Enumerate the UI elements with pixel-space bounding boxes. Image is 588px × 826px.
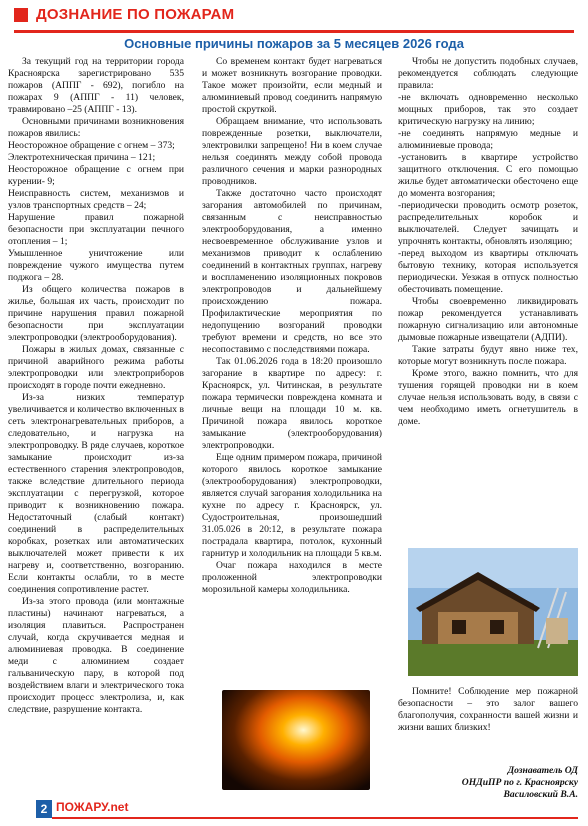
cause-item: Нарушение правил пожарной безопасности при эксплуатации печного отопления – 1; bbox=[8, 212, 184, 247]
paragraph: Из-за этого провода (или монтажные пластины) начинают нагреваться, а изоляция плавиться. Распространен случай, когда скручивается медная и алюминиевая проводка. В соединение меди с алюминием создает гальваническую пару, в которой под воздействием влаги и электрического тока происходит процесс электролиза, и, как следствие, разрушение контакта. bbox=[8, 596, 184, 715]
paragraph: Кроме этого, важно помнить, что для тушения горящей проводки ни в коем случае нельзя использовать воду, в связи с чем необходимо иметь огнетушитель в доме. bbox=[398, 368, 578, 427]
page-number: 2 bbox=[36, 800, 52, 818]
cause-item: Электротехническая причина – 121; bbox=[8, 152, 156, 163]
section-title: ДОЗНАНИЕ ПО ПОЖАРАМ bbox=[36, 6, 235, 23]
paragraph: Основными причинами возникновения пожаров явились: bbox=[8, 116, 184, 139]
paragraph: Чтобы не допустить подобных случаев, рекомендуется соблюдать следующие правила: bbox=[398, 56, 578, 91]
article-column-1 bbox=[8, 56, 184, 716]
paragraph: Еще одним примером пожара, причиной которого явилось короткое замыкание (электрооборудования) электропроводки, является случай загорания холодильника на кухне по адресу г. Красноярск, ул. Судостроительная, произошедший 31.05.026 в 20:12, в результате пожара пострадала квартира, потолок, кухонный гарнитур и холодильник на площади 5 кв.м. bbox=[202, 452, 382, 559]
cause-item: Неосторожное обращение с огнем – 373; bbox=[8, 140, 175, 151]
burning-wire-photo bbox=[222, 690, 370, 790]
rule-item: -периодически проводить осмотр розеток, распределительных коробок и выключателей. Следует зачищать и упрочнять контакты, обновлять изоляцию; bbox=[398, 200, 578, 247]
paragraph: Так 01.06.2026 года в 18:20 произошло загорание в квартире по адресу: г. Красноярск, ул. Читинская, в результате пожара термически повреждена комната и личные вещи на площади 10 м. кв. Причиной пожара явилось короткое замыкание (электрооборудования) электропроводки. bbox=[202, 356, 382, 451]
paragraph: Чтобы своевременно ликвидировать пожар рекомендуется устанавливать пожарную сигнализацию или автономные дымовые пожарные извещатели (АДПИ). bbox=[398, 296, 578, 343]
section-marker-icon bbox=[14, 8, 28, 22]
signature-block bbox=[402, 765, 578, 801]
cause-item: Умышленное уничтожение или повреждение чужого имущества путем поджога – 28. bbox=[8, 248, 184, 283]
paragraph: Очаг пожара находился в месте проложенной электропроводки морозильной камеры холодильника. bbox=[202, 560, 382, 595]
rule-item: -не соединять напрямую медные и алюминиевые провода; bbox=[398, 128, 578, 151]
paragraph: Также достаточно часто происходят загорания автомобилей по причинам, связанным с неисправностью электрооборудования, а именно несвоевременное обслуживание узлов и механизмов приводит к ослаблению соединений в контактных группах, нагреву и воспламенению изоляционных покровов электропроводов и дальнейшему происхождению пожара. Профилактические мероприятия по недопущению возгораний проводки требуют времени и средств, но все это несопоставимо с последствиями пожара. bbox=[202, 188, 382, 355]
paragraph: За текущий год на территории города Красноярска зарегистрировано 535 пожаров (АППГ - 692), погибло на пожарах 9 (АППГ - 11) человек, травмировано –25 (АППГ - 13). bbox=[8, 56, 184, 115]
brand-logo: ПОЖАРУ.net bbox=[56, 800, 129, 814]
section-header bbox=[14, 6, 574, 33]
rule-item: -не включать одновременно несколько мощных приборов, так это создает критическую нагрузку на линию; bbox=[398, 92, 578, 127]
article-column-3 bbox=[398, 56, 578, 428]
signature-line-2: ОНДиПР по г. Красноярску bbox=[461, 777, 578, 788]
reminder-block bbox=[398, 686, 578, 734]
article-title: Основные причины пожаров за 5 месяцев 2026 года bbox=[124, 36, 464, 51]
reminder-text: Помните! Соблюдение мер пожарной безопасности – это залог вашего благополучия, сохранности вашей жизни и жизни ваших близких! bbox=[398, 686, 578, 733]
signature-line-3: Василовский В.А. bbox=[503, 789, 578, 800]
paragraph: Такие затраты будут явно ниже тех, которые могут возникнуть после пожара. bbox=[398, 344, 578, 367]
cause-item: Неисправность систем, механизмов и узлов транспортных средств – 24; bbox=[8, 188, 184, 211]
footer-divider bbox=[52, 817, 578, 819]
paragraph: Пожары в жилых домах, связанные с причиной аварийного режима работы электропроводки или электроприборов происходят в городе почти ежедневно. bbox=[8, 344, 184, 391]
paragraph: Из-за низких температур увеличивается и количество включенных в сеть электронагревательных приборов, а следовательно, и нагрузка на электропроводку. В ряде случаев, короткое замыкание происходит из-за естественного старения электропроводов, также вследствие длительного периода эксплуатации с перегрузкой, которое приводит к возникновению пожара. Недостаточный (слабый контакт) соединений в распределительных коробках, розетках или автоматических выключателей может привести к их нагреву и, соответственно, возгоранию. Если контакты ослабли, то в месте соединения сопротивление растет. bbox=[8, 392, 184, 595]
burnt-house-photo bbox=[408, 548, 578, 676]
article-column-2 bbox=[202, 56, 382, 596]
cause-item: Неосторожное обращение с огнем при курении- 9; bbox=[8, 164, 184, 187]
paragraph: Обращаем внимание, что использовать поврежденные розетки, выключатели, электровилки запрещено! Ни в коем случае нельзя соединять между собой провода различного сечения и марки разнородных проводников. bbox=[202, 116, 382, 187]
rule-item: -установить в квартире устройство защитного отключения. С его помощью жилье будет автоматически обесточено еще до момента возгорания; bbox=[398, 152, 578, 199]
signature-line-1: Дознаватель ОД bbox=[507, 765, 578, 776]
rule-item: -перед выходом из квартиры отключать бытовую технику, которая используется периодически. Уезжая в отпуск полностью обесточивать помещение. bbox=[398, 248, 578, 295]
paragraph: Со временем контакт будет нагреваться и может возникнуть возгорание проводки. Такое может произойти, если медный и алюминиевый провод соединить напрямую простой скруткой. bbox=[202, 56, 382, 115]
paragraph: Из общего количества пожаров в жилье, большая их часть, происходит по причине нарушения правил пожарной безопасности при эксплуатации электропроводки (электрооборудования). bbox=[8, 284, 184, 343]
